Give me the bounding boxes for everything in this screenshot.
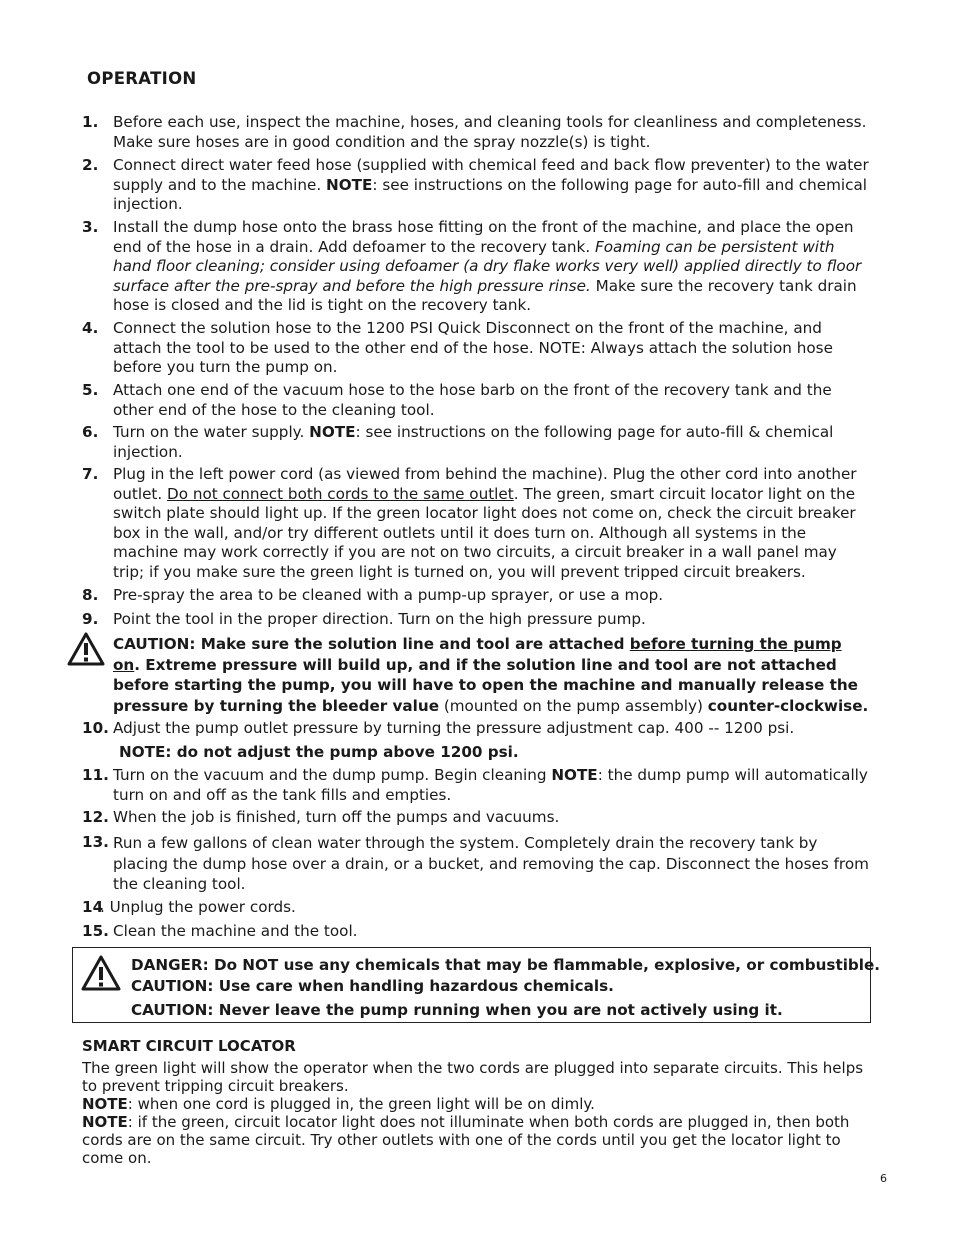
smart-circuit-title: SMART CIRCUIT LOCATOR	[82, 1037, 296, 1055]
step-15	[82, 922, 872, 942]
step-3	[82, 218, 872, 316]
step-number: 10.	[82, 719, 109, 737]
text-run: Adjust the pump outlet pressure by turning the pressure adjustment cap. 400 -- 1200 psi.	[113, 719, 795, 737]
step-number: 14	[82, 898, 104, 916]
step-number: 13.	[82, 833, 109, 851]
warning-triangle-icon	[81, 955, 121, 991]
step-number: 3.	[82, 218, 99, 236]
step-number: 1.	[82, 113, 99, 131]
step-1	[82, 113, 872, 152]
step-text	[113, 586, 872, 606]
danger-box	[72, 947, 881, 1023]
text-run: Run a few gallons of clean water through the system. Completely drain the recovery tank by placing the dump hose over a drain, or a bucket, and removing the cap. Disconnect the hoses from the cleaning tool.	[113, 834, 869, 893]
section-heading: OPERATION	[87, 69, 197, 88]
step-text	[113, 922, 872, 942]
smart-circuit-paragraph: The green light will show the operator when the two cords are plugged into separate circuits. This helps to prevent tripping circuit breakers.	[82, 1059, 864, 1095]
text-run: CAUTION: Make sure the solution line and tool are attached	[113, 635, 630, 653]
step-7	[82, 465, 872, 583]
smart-circuit-note	[82, 1095, 882, 1113]
step-text	[113, 833, 872, 895]
step-number: 7.	[82, 465, 99, 483]
step-number: 8.	[82, 586, 99, 604]
step-text	[113, 719, 872, 739]
warning-triangle-icon	[67, 632, 105, 666]
step-4	[82, 319, 872, 378]
text-run: : if the green, circuit locator light does not illuminate when both cords are plugged in, then both cords are on the same circuit. Try other outlets with one of the cords until you get the locator light to come on.	[82, 1113, 850, 1167]
text-run: Plug in the left power cord (as viewed from behind the machine). Plug the other cord into another outlet.	[113, 465, 857, 503]
text-run: (mounted on the pump assembly)	[439, 696, 708, 715]
danger-line: DANGER: Do NOT use any chemicals that may be flammable, explosive, or combustible.	[131, 956, 881, 974]
text-run: When the job is finished, turn off the pumps and vacuums.	[113, 808, 560, 826]
step-10	[82, 719, 872, 739]
text-run: Make sure the recovery tank drain hose is closed and the lid is tight on the recovery tank.	[113, 276, 857, 315]
text-run: Pre-spray the area to be cleaned with a pump-up sprayer, or use a mop.	[113, 586, 664, 604]
text-run: Attach one end of the vacuum hose to the hose barb on the front of the recovery tank and the other end of the hose to the cleaning tool.	[113, 381, 832, 419]
text-run: : the dump pump will automatically turn on and off as the tank fills and empties.	[113, 766, 868, 804]
step-8	[82, 586, 872, 606]
step-number: 6.	[82, 423, 99, 441]
step-text	[113, 423, 872, 462]
step-2	[82, 156, 872, 215]
text-run: Clean the machine and the tool.	[113, 922, 358, 940]
text-run: Point the tool in the proper direction. Turn on the high pressure pump.	[113, 610, 646, 628]
step-text	[113, 465, 872, 583]
caution-pump-warning	[113, 634, 873, 716]
text-run: Turn on the water supply.	[113, 423, 310, 441]
step-number: 5.	[82, 381, 99, 399]
caution-line: CAUTION: Never leave the pump running when you are not actively using it.	[131, 1001, 783, 1019]
caution-line: CAUTION: Use care when handling hazardous chemicals.	[131, 976, 614, 995]
text-run: : see instructions on the following page for auto-fill and chemical injection.	[113, 175, 867, 214]
note-label: NOTE	[82, 1095, 128, 1113]
step-12	[82, 808, 872, 828]
text-run: . Extreme pressure will build up, and if the solution line and tool are not attached before starting the pump, you will have to open the machine and manually release the pressure by turning the bleeder value	[113, 655, 858, 715]
step-number: 12.	[82, 808, 109, 826]
underlined-warning: Do not connect both cords to the same outlet	[167, 484, 514, 503]
text-run: . Unplug the power cords.	[100, 898, 296, 916]
step-text	[100, 898, 872, 918]
danger-text	[131, 955, 880, 1021]
step-number: 4.	[82, 319, 99, 337]
pump-pressure-note: NOTE: do not adjust the pump above 1200 psi.	[119, 743, 519, 761]
note-label: NOTE	[326, 175, 373, 194]
text-run: Install the dump hose onto the brass hose fitting on the front of the machine, and place the open end of the hose in a drain. Add defoamer to the recovery tank.	[113, 218, 854, 256]
underlined-warning: before turning the pump on	[113, 635, 842, 674]
step-text	[113, 218, 872, 316]
italic-note: Foaming can be persistent with hand floor cleaning; consider using defoamer (a dry flake works very well) applied directly to floor surface after the pre-spray and before the high pressure rinse.	[113, 237, 862, 295]
step-number: 11.	[82, 766, 109, 784]
step-text	[113, 610, 872, 630]
text-run: Turn on the vacuum and the dump pump. Begin cleaning	[113, 766, 552, 784]
text-run: Before each use, inspect the machine, hoses, and cleaning tools for cleanliness and completeness. Make sure hoses are in good condition and the spray nozzle(s) is tight.	[113, 113, 867, 151]
text-run: counter-clockwise.	[707, 696, 869, 715]
step-text	[113, 766, 872, 805]
text-run: . The green, smart circuit locator light on the switch plate should light up. If the green locator light does not come on, check the circuit breaker box in the wall, and/or try different outlets until it does turn on. Although all systems in the machine may work correctly if you are not on two circuits, a circuit breaker in a wall panel may trip; if you make sure the green light is turned on, you will prevent tripped circuit breakers.	[113, 484, 856, 581]
step-9	[82, 610, 872, 630]
text-run: : see instructions on the following page for auto-fill & chemical injection.	[113, 423, 834, 461]
step-text	[113, 113, 872, 152]
step-5	[82, 381, 872, 420]
step-number: 2.	[82, 156, 99, 174]
step-number: 15.	[82, 922, 109, 940]
step-number: 9.	[82, 610, 99, 628]
page-number: 6	[880, 1172, 887, 1185]
step-text	[113, 381, 872, 420]
note-label: NOTE	[82, 1113, 128, 1131]
text-run: : when one cord is plugged in, the green light will be on dimly.	[127, 1095, 595, 1113]
step-text	[113, 808, 872, 828]
step-6	[82, 423, 872, 462]
note-label: NOTE	[551, 766, 598, 784]
step-11	[82, 766, 872, 805]
text-run: Connect direct water feed hose (supplied with chemical feed and back flow preventer) to the water supply and to the machine.	[113, 156, 869, 194]
note-label: NOTE	[309, 423, 356, 441]
step-13	[82, 833, 872, 895]
step-text	[113, 156, 872, 215]
step-text	[113, 319, 872, 378]
text-run: Connect the solution hose to the 1200 PSI Quick Disconnect on the front of the machine, and attach the tool to be used to the other end of the hose. NOTE: Always attach the solution hose before you turn the pump on.	[113, 319, 833, 377]
smart-circuit-body	[82, 1059, 882, 1167]
smart-circuit-note	[82, 1113, 882, 1167]
step-14	[82, 898, 872, 918]
